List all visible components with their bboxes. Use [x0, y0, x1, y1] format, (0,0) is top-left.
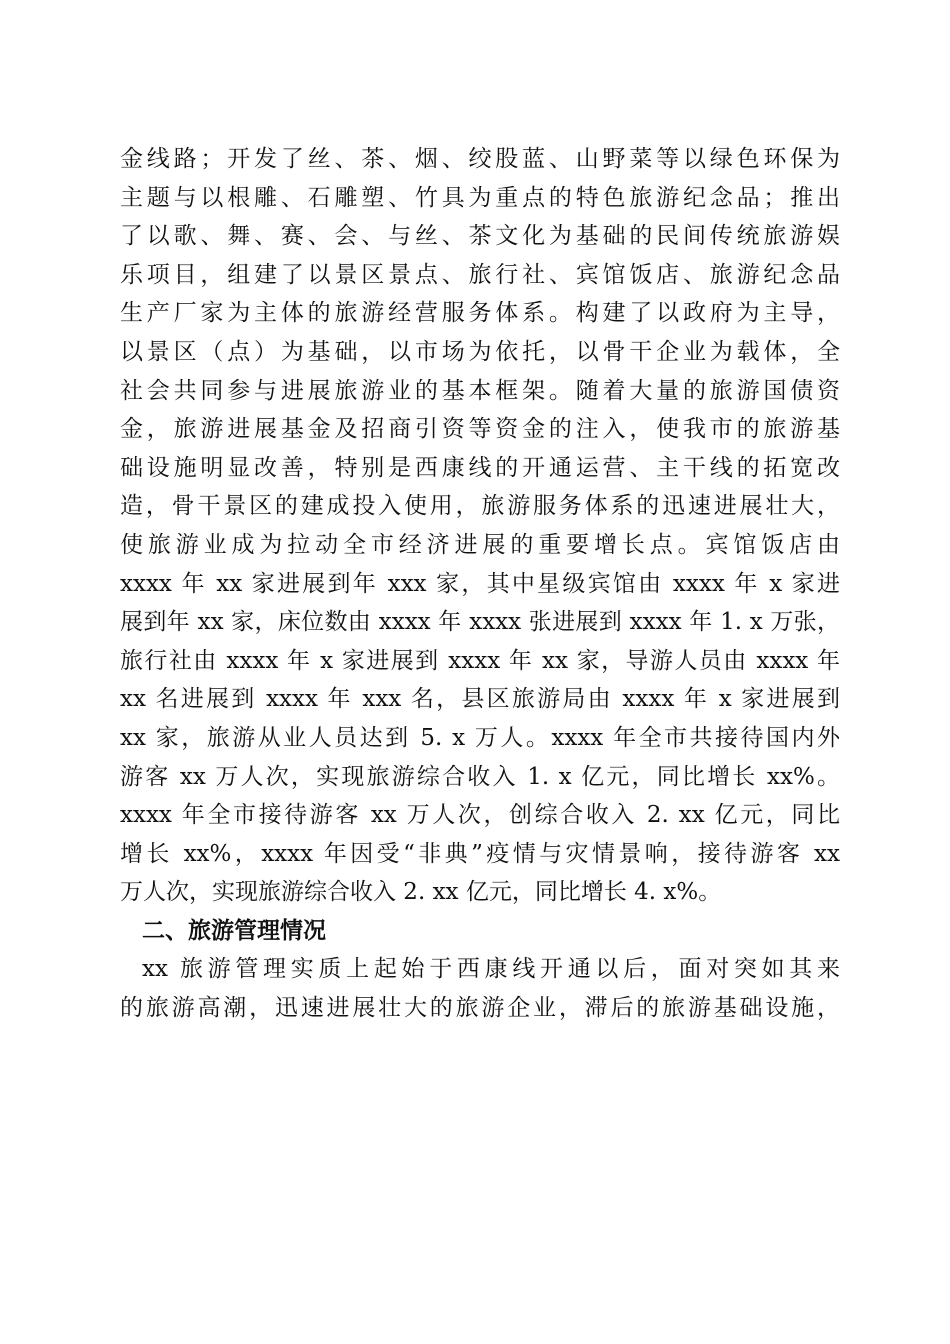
text-line: 乐项目，组建了以景区景点、旅行社、宾馆饭店、旅游纪念品: [120, 261, 840, 288]
text-line: 造，骨干景区的建成投入使用，旅游服务体系的迅速进展壮大，: [120, 493, 840, 520]
text-line: 以景区（点）为基础，以市场为依托，以骨干企业为载体，全: [120, 338, 840, 365]
text-line: 主题与以根雕、石雕塑、竹具为重点的特色旅游纪念品；推出: [120, 184, 840, 211]
text-line: 展到年 xx 家，床位数由 xxxx 年 xxxx 张进展到 xxxx 年 1. x 万张，: [120, 609, 840, 636]
text-line: xx 名进展到 xxxx 年 xxx 名，县区旅游局由 xxxx 年 x 家进展到: [120, 686, 840, 713]
text-line: 万人次，实现旅游综合收入 2. xx 亿元，同比增长 4. x%。: [120, 879, 722, 906]
text-line: xxxx 年全市接待游客 xx 万人次，创综合收入 2. xx 亿元，同比: [120, 802, 840, 829]
text-line: 生产厂家为主体的旅游经营服务体系。构建了以政府为主导，: [120, 300, 840, 327]
text-line: 旅行社由 xxxx 年 x 家进展到 xxxx 年 xx 家，导游人员由 xxxx 年: [120, 647, 840, 674]
text-line: 游客 xx 万人次，实现旅游综合收入 1. x 亿元，同比增长 xx%。: [120, 763, 840, 790]
text-line: 社会共同参与进展旅游业的基本框架。随着大量的旅游国债资: [120, 377, 840, 404]
text-line: 金线路；开发了丝、茶、烟、绞股蓝、山野菜等以绿色环保为: [120, 146, 840, 172]
text-line: xx 家，旅游从业人员达到 5. x 万人。xxxx 年全市共接待国内外: [120, 724, 840, 751]
text-line: 金，旅游进展基金及招商引资等资金的注入，使我市的旅游基: [120, 416, 840, 443]
text-line: 了以歌、舞、赛、会、与丝、茶文化为基础的民间传统旅游娱: [120, 223, 840, 250]
text-line: xx 旅游管理实质上起始于西康线开通以后，面对突如其来: [142, 956, 840, 983]
body-text: [120, 140, 840, 1028]
text-line: 础设施明显改善，特别是西康线的开通运营、主干线的拓宽改: [120, 454, 840, 481]
text-line: 增长 xx%，xxxx 年因受“非典”疫情与灾情景响，接待游客 xx: [120, 840, 840, 867]
text-line: 的旅游高潮，迅速进展壮大的旅游企业，滞后的旅游基础设施，: [120, 995, 840, 1022]
text-line: xxxx 年 xx 家进展到年 xxx 家，其中星级宾馆由 xxxx 年 x 家进: [120, 570, 840, 597]
text-line: 使旅游业成为拉动全市经济进展的重要增长点。宾馆饭店由: [120, 531, 840, 558]
section-heading: 二、旅游管理情况: [142, 917, 326, 944]
